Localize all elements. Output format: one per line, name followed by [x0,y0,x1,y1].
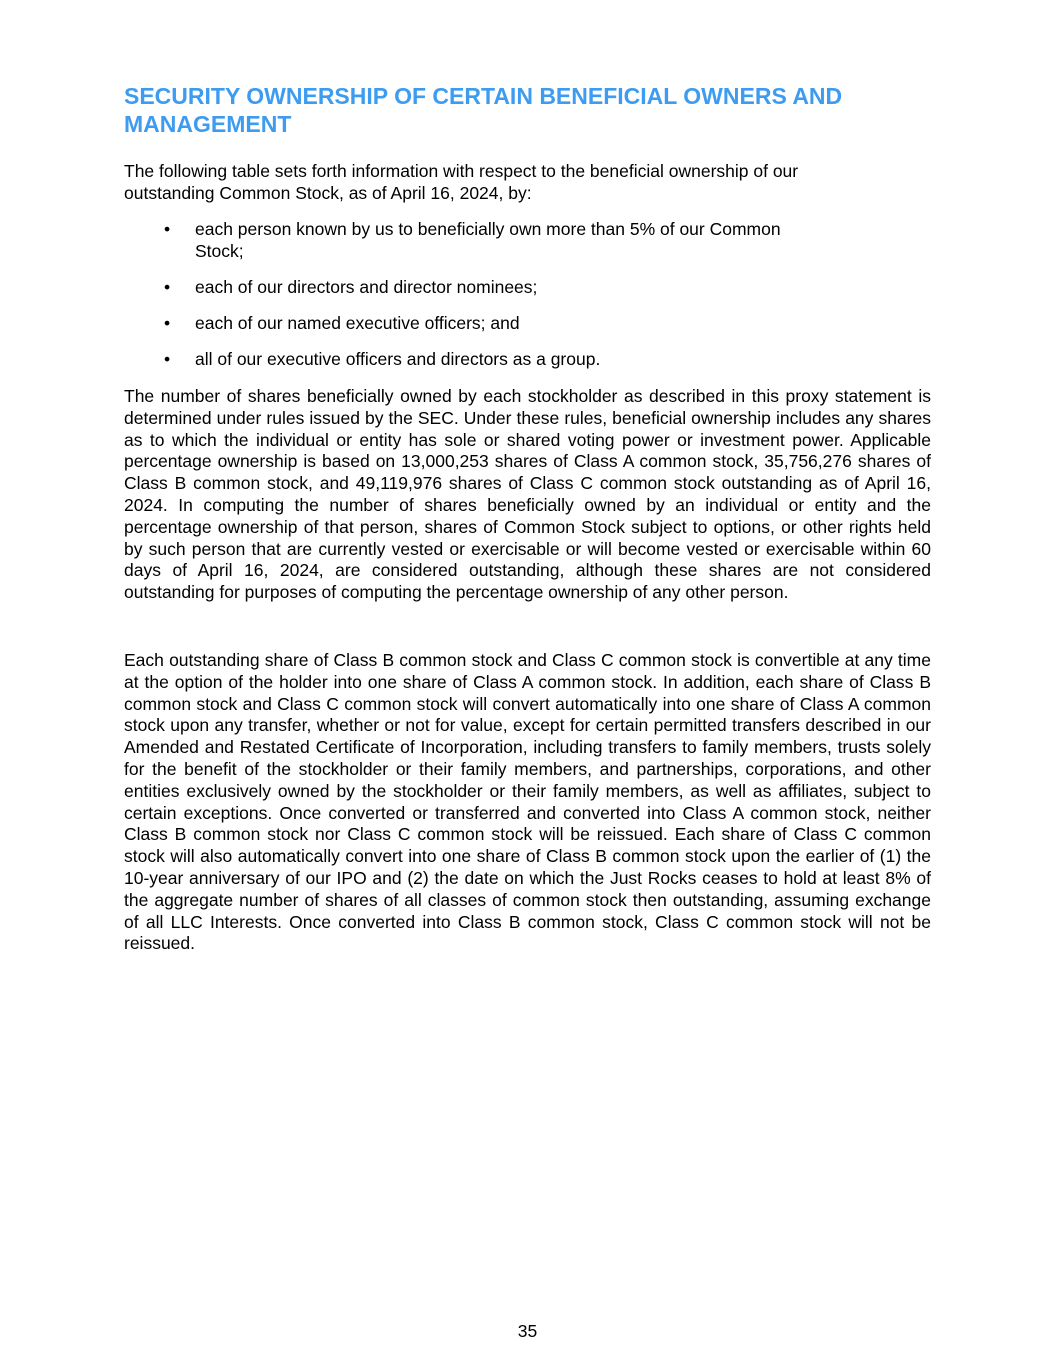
list-item-text: each of our named executive officers; and [195,313,520,333]
intro-paragraph: The following table sets forth information with respect to the beneficial ownership of our outstanding Common Stock, as of April 16, 2024, by: [124,161,799,203]
bullet-icon: • [164,277,171,297]
list-item-text: all of our executive officers and directors as a group. [195,349,601,369]
list-item-text: each of our directors and director nominees; [195,277,538,297]
list-item [124,218,834,262]
stock-conversion-paragraph: Each outstanding share of Class B common stock and Class C common stock is convertible at any time at the option of the holder into one share of Class A common stock. In addition, each share of Class B common stock and Class C common stock will convert automatically into one share of Class A common stock upon any transfer, whether or not for value, except for certain permitted transfers described in our Amended and Restated Certificate of Incorporation, including transfers to family members, trusts solely for the benefit of the stockholder or their family members, and partnerships, corporations, and other entities exclusively owned by the stockholder or their family members, as well as affiliates, subject to certain exceptions. Once converted or transferred and converted into Class A common stock, neither Class B common stock nor Class C common stock will be reissued. Each share of Class C common stock will also automatically convert into one share of Class B common stock upon the earlier of (1) the 10-year anniversary of our IPO and (2) the date on which the Just Rocks ceases to hold at least 8% of the aggregate number of shares of all classes of common stock then outstanding, assuming exchange of all LLC Interests. Once converted into Class B common stock, Class C common stock will not be reissued. [124,650,931,954]
list-item-text: each person known by us to beneficially own more than 5% of our Common Stock; [195,219,781,261]
bullet-icon: • [164,313,171,333]
section-heading: SECURITY OWNERSHIP OF CERTAIN BENEFICIAL OWNERS AND MANAGEMENT [124,83,843,137]
list-item [124,276,834,298]
list-item [124,312,834,334]
beneficial-ownership-rules-paragraph: The number of shares beneficially owned by each stockholder as described in this proxy statement is determined under rules issued by the SEC. Under these rules, beneficial ownership includes any shares as to which the individual or entity has sole or shared voting power or investment power. Applicable percentage ownership is based on 13,000,253 shares of Class A common stock, 35,756,276 shares of Class B common stock, and 49,119,976 shares of Class C common stock outstanding as of April 16, 2024. In computing the number of shares beneficially owned by an individual or entity and the percentage ownership of that person, shares of Common Stock subject to options, or other rights held by such person that are currently vested or exercisable or will become vested or exercisable within 60 days of April 16, 2024, are considered outstanding, although these shares are not considered outstanding for purposes of computing the percentage ownership of any other person. [124,386,931,603]
list-item [124,348,834,370]
page-number: 35 [517,1321,538,1341]
beneficial-owner-list [124,218,834,384]
bullet-icon: • [164,349,171,369]
bullet-icon: • [164,219,171,239]
